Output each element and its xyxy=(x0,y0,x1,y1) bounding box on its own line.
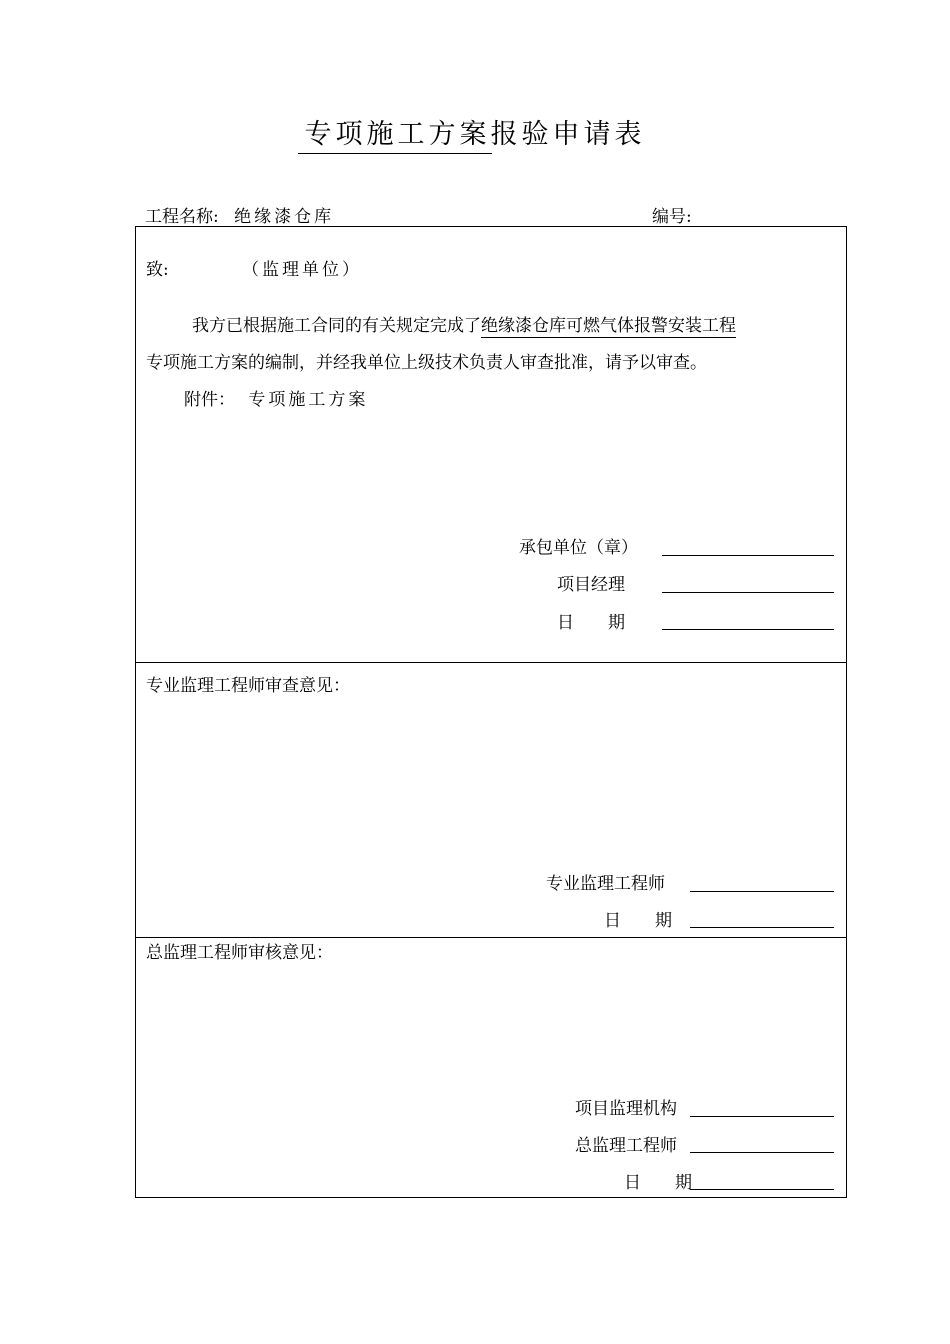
application-section xyxy=(136,227,846,662)
chief-review-heading: 总监理工程师审核意见： xyxy=(146,943,333,963)
to-label: 致: xyxy=(146,260,169,280)
engineer-date-label: 日 期 xyxy=(604,911,672,931)
application-form xyxy=(135,226,847,1198)
engineer-review-section xyxy=(136,662,846,937)
project-manager-signature-line[interactable] xyxy=(662,592,834,593)
contractor-signature-line[interactable] xyxy=(662,555,834,556)
attachment-row xyxy=(184,385,368,410)
engineer-signature-line[interactable] xyxy=(690,891,834,892)
page-title: 专项施工方案报验申请表 xyxy=(304,119,646,150)
application-date-label: 日 期 xyxy=(557,613,625,633)
chief-engineer-label: 总监理工程师 xyxy=(575,1136,677,1156)
project-manager-label: 项目经理 xyxy=(557,575,625,595)
chief-engineer-signature-line[interactable] xyxy=(690,1152,834,1153)
project-name-row xyxy=(145,202,334,227)
supervision-org-line[interactable] xyxy=(690,1116,834,1117)
attachment-value: 专项施工方案 xyxy=(248,390,369,410)
application-date-line[interactable] xyxy=(662,629,834,630)
application-body-line1 xyxy=(192,311,736,336)
body-prefix: 我方已根据施工合同的有关规定完成了 xyxy=(192,316,481,336)
document-number-label[interactable]: 编号: xyxy=(652,207,692,227)
supervision-org-label: 项目监理机构 xyxy=(575,1099,677,1119)
body-project-name[interactable]: 绝缘漆仓库可燃气体报警安装工程 xyxy=(481,316,736,336)
chief-date-line[interactable] xyxy=(690,1189,834,1190)
attachment-label: 附件： xyxy=(184,390,235,410)
application-body-line2: 专项施工方案的编制，并经我单位上级技术负责人审查批准，请予以审查。 xyxy=(146,353,707,373)
project-name-label: 工程名称: xyxy=(145,207,219,227)
engineer-label: 专业监理工程师 xyxy=(546,874,665,894)
chief-date-label: 日 期 xyxy=(624,1173,692,1193)
contractor-label: 承包单位（章） xyxy=(519,538,638,558)
engineer-review-heading: 专业监理工程师审查意见： xyxy=(146,676,350,696)
engineer-date-line[interactable] xyxy=(690,927,834,928)
title-underline xyxy=(298,153,492,154)
chief-review-section xyxy=(136,937,846,1199)
project-name-value[interactable]: 绝缘漆仓库 xyxy=(234,207,335,227)
supervision-unit-field[interactable]: （监理单位） xyxy=(242,260,362,280)
